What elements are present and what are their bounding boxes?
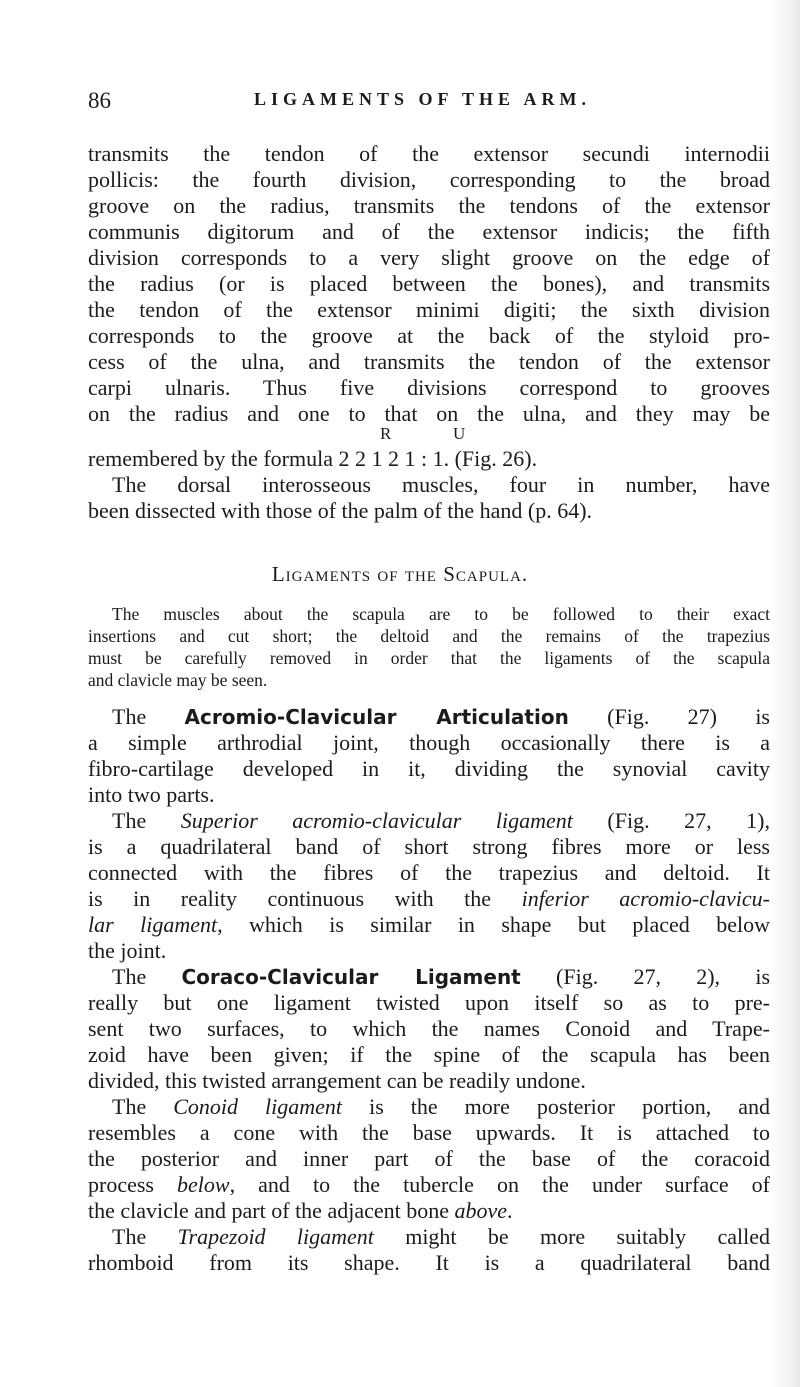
text-line: fibro-cartilage developed in it, dividing the synovial cavity: [88, 756, 770, 781]
rest-text: is the more posterior portion, and: [342, 1094, 770, 1119]
text-line: groove on the radius, transmits the tendons of the extensor: [88, 193, 770, 218]
heading-line: [112, 1094, 770, 1120]
lead-text: The: [112, 808, 181, 833]
heading-line: [112, 808, 770, 834]
text-segment: the clavicle and part of the adjacent bone: [88, 1198, 455, 1223]
text-line: carpi ulnaris. Thus five divisions correspond to grooves: [88, 375, 770, 400]
term-inferior-ligament: inferior acromio-clavicu-: [521, 886, 770, 911]
small-text-line: The muscles about the scapula are to be followed to their exact: [112, 604, 770, 624]
text-line: corresponds to the groove at the back of the styloid pro-: [88, 323, 770, 348]
formula-line: remembered by the formula 2 2 1 2 1 : 1. (Fig. 26).: [88, 446, 538, 471]
text-segment: .: [507, 1198, 513, 1223]
text-line: [88, 912, 770, 938]
small-text-line: and clavicle may be seen.: [88, 670, 268, 690]
text-line: cess of the ulna, and transmits the tendon of the extensor: [88, 349, 770, 374]
text-line: connected with the fibres of the trapezius and deltoid. It: [88, 860, 770, 885]
text-line: rhomboid from its shape. It is a quadrilateral band: [88, 1250, 770, 1275]
term-superior-ligament: Superior acromio-clavicular ligament: [180, 808, 573, 833]
rest-text: might be more suitably called: [373, 1224, 770, 1249]
text-line: the radius (or is placed between the bones), and transmits: [88, 271, 770, 296]
text-segment: , which is similar in shape but placed below: [217, 912, 770, 937]
text-line: [88, 1172, 770, 1198]
text-line: transmits the tendon of the extensor secundi internodii: [88, 141, 770, 166]
text-line: The dorsal interosseous muscles, four in number, have: [112, 472, 770, 497]
text-segment: , and to the tubercle on the under surface of: [229, 1172, 771, 1197]
text-line: pollicis: the fourth division, corresponding to the broad: [88, 167, 770, 192]
text-line: the joint.: [88, 938, 167, 963]
text-line: the posterior and inner part of the base of the coracoid: [88, 1146, 770, 1171]
text-line: the tendon of the extensor minimi digiti; the sixth division: [88, 297, 770, 322]
text-line: resembles a cone with the base upwards. It is attached to: [88, 1120, 770, 1145]
rest-text: (Fig. 27, 1),: [572, 808, 770, 833]
text-line: a simple arthrodial joint, though occasionally there is a: [88, 730, 770, 755]
page-number: 86: [88, 88, 111, 113]
term-trapezoid-ligament: Trapezoid ligament: [177, 1224, 374, 1249]
text-line: really but one ligament twisted upon itself so as to pre-: [88, 990, 770, 1015]
text-line: [88, 1198, 770, 1224]
term-conoid-ligament: Conoid ligament: [173, 1094, 343, 1119]
lead-text: The: [112, 964, 182, 989]
small-text-line: must be carefully removed in order that the ligaments of the scapula: [88, 648, 770, 668]
term-coraco-clavicular-ligament: Coraco-Clavicular Ligament: [181, 965, 521, 989]
formula-label-r: R: [380, 424, 392, 443]
text-line: [88, 886, 770, 912]
lead-text: The: [112, 704, 185, 729]
text-line: is a quadrilateral band of short strong fibres more or less: [88, 834, 770, 859]
term-above: above: [454, 1198, 508, 1223]
text-line: divided, this twisted arrangement can be readily undone.: [88, 1068, 586, 1093]
heading-line: [112, 1224, 770, 1250]
running-head: LIGAMENTS OF THE ARM.: [254, 89, 592, 109]
lead-text: The: [112, 1224, 178, 1249]
text-segment: is in reality continuous with the: [88, 886, 522, 911]
text-line: division corresponds to a very slight groove on the edge of: [88, 245, 770, 270]
text-segment: process: [88, 1172, 178, 1197]
heading-line: [112, 964, 770, 990]
term-acromio-clavicular-articulation: Acromio-Clavicular Articulation: [184, 705, 569, 729]
text-line: zoid have been given; if the spine of the scapula has been: [88, 1042, 770, 1067]
rest-text: (Fig. 27, 2), is: [520, 964, 771, 989]
text-line: into two parts.: [88, 782, 215, 807]
lead-text: The: [112, 1094, 174, 1119]
page-header: [0, 88, 800, 118]
small-text-line: insertions and cut short; the deltoid and the remains of the trapezius: [88, 626, 770, 646]
text-line: sent two surfaces, to which the names Conoid and Trape-: [88, 1016, 770, 1041]
term-below: below: [177, 1172, 230, 1197]
rest-text: (Fig. 27) is: [568, 704, 770, 729]
term-inferior-ligament-cont: lar ligament: [88, 912, 218, 937]
text-line: been dissected with those of the palm of the hand (p. 64).: [88, 498, 593, 523]
section-title: Ligaments of the Scapula.: [271, 562, 529, 586]
formula-label-u: U: [453, 424, 466, 443]
text-line: on the radius and one to that on the ulna, and they may be: [88, 401, 770, 426]
text-line: communis digitorum and of the extensor indicis; the fifth: [88, 219, 770, 244]
heading-line: [112, 704, 770, 730]
